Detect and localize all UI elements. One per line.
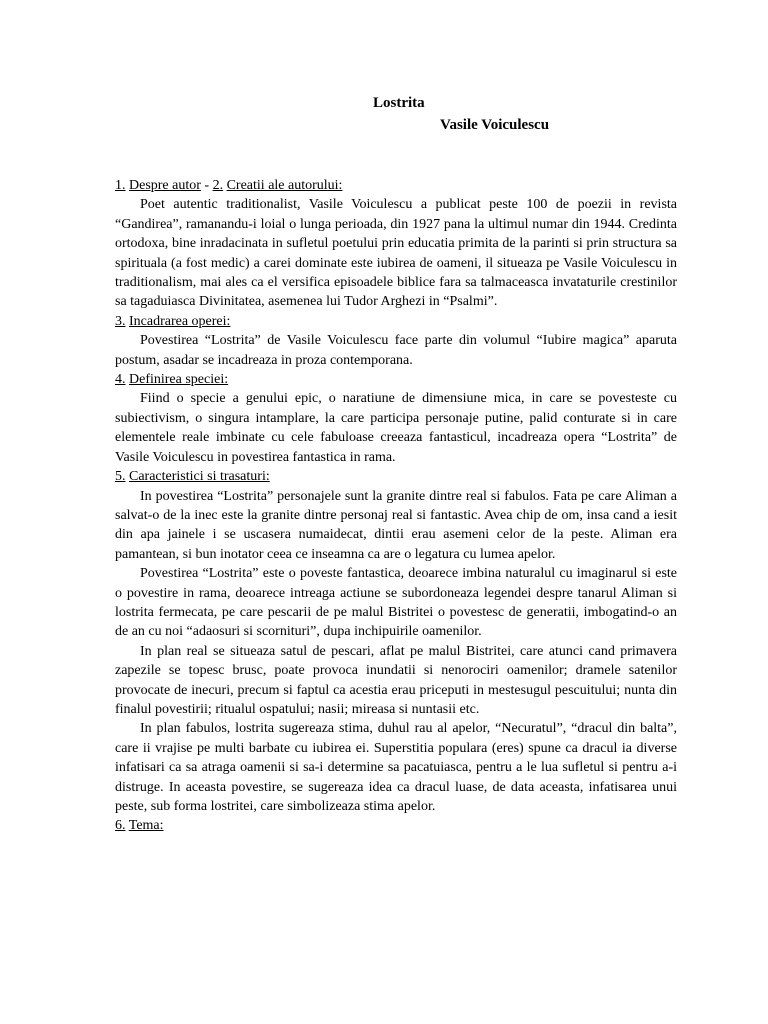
document-title: Lostrita — [373, 95, 425, 111]
section-label: Incadrarea operei: — [129, 313, 231, 329]
section-number: 1. — [115, 178, 126, 193]
section-label: Creatii ale autorului: — [226, 178, 343, 193]
paragraph: In plan real se situeaza satul de pescari, aflat pe malul Bistritei, care atunci cand primavera zapezile se topesc brusc, poate provoca inundatii si nenorociri oamenilor; dramele satenilor provocate de inecuri, precum si faptul ca acestia erau priceputi in mestesugul pescuitului; nunta din finalul povestirii; ritualul ospatului; nasii; mireasa si nuntasii etc. — [115, 643, 677, 717]
section-heading-1 — [115, 176, 677, 195]
section-label: Definirea speciei: — [129, 372, 229, 388]
section-label: Caracteristici si trasaturi: — [129, 469, 270, 485]
section-number: 4. — [115, 372, 126, 388]
section-heading-4 — [115, 370, 677, 389]
paragraph: Povestirea “Lostrita” este o poveste fantastica, deoarece imbina naturalul cu imaginarul si este o povestire in rama, deoarece intreaga actiune se subordoneaza legendei despre tanarul Aliman si lostrita fermecata, pe care pescarii de pe malul Bistritei o povestesc de generatii, imbogatind-o an de an cu noi “adaosuri si scornituri”, dupa inchipuirile oamenilor. — [115, 566, 677, 640]
paragraph: Poet autentic traditionalist, Vasile Voiculescu a publicat peste 100 de poezii in revista “Gandirea”, ramanandu-i loial o lunga perioada, din 1927 pana la ultimul numar din 1944. Credinta ortodoxa, bine inradacinata in sufletul poetului prin educatia primita de la parinti si prin structura sa spirituala (a fost medic) a carei dominate este iubirea de oameni, il situeaza pe Vasile Voiculescu in traditionalism, mai ales ca el versifica episoadele biblice fara sa talmaceasca invataturile crestinilor sa tagaduiasca Divinitatea, asemenea lui Tudor Arghezi in “Psalmi”. — [115, 197, 677, 310]
section-label: Tema: — [128, 818, 164, 834]
paragraph: In povestirea “Lostrita” personajele sunt la granite dintre real si fabulos. Fata pe care Aliman a salvat-o de la inec este la granite dintre personaj real si fantastic. Avea chip de om, insa cand a iesit din apa jainele i se uscasera numaidecat, dintii erau asemeni celor de la peste. Aliman era pamantean, si bun inotator ceea ce inseamna ca are o legatura cu lumea apelor. — [115, 488, 677, 562]
section-number: 6. — [115, 818, 126, 834]
paragraph: Fiind o specie a genului epic, o naratiune de dimensiune mica, in care se povesteste cu subiectivism, o singura intamplare, la care participa personaje putine, palid conturate si in care elementele reale imbinate cu cele fabuloase creeaza fantasticul, incadreaza opera “Lostrita” de Vasile Voiculescu in povestirea fantastica in rama. — [115, 391, 677, 465]
section-heading-5 — [115, 467, 677, 486]
heading-separator: - — [200, 178, 213, 193]
section-number: 2. — [212, 178, 224, 193]
paragraph: Povestirea “Lostrita” de Vasile Voiculescu face parte din volumul “Iubire magica” aparuta postum, asadar se incadreaza in proza contemporana. — [115, 333, 677, 368]
section-heading-3 — [115, 312, 677, 331]
section-heading-6 — [115, 816, 677, 835]
section-number: 3. — [115, 313, 126, 329]
section-label: Despre autor — [129, 178, 201, 193]
document-body — [115, 176, 677, 836]
section-number: 5. — [115, 469, 126, 485]
document-author: Vasile Voiculescu — [440, 117, 550, 133]
paragraph: In plan fabulos, lostrita sugereaza stima, duhul rau al apelor, “Necuratul”, “dracul din balta”, care ii vrajise pe multi barbate cu iubirea ei. Superstitia populara (eres) spune ca dracul ia diverse infatisari ca sa atraga oamenii si sa-i determine sa pacatuiasca, pentru a le lua sufletul si pentru a-i distruge. In aceasta povestire, se sugereaza idea ca dracul luase, de data aceasta, infatisarea unui peste, sub forma lostritei, care simbolizeaza stima apelor. — [115, 721, 677, 814]
